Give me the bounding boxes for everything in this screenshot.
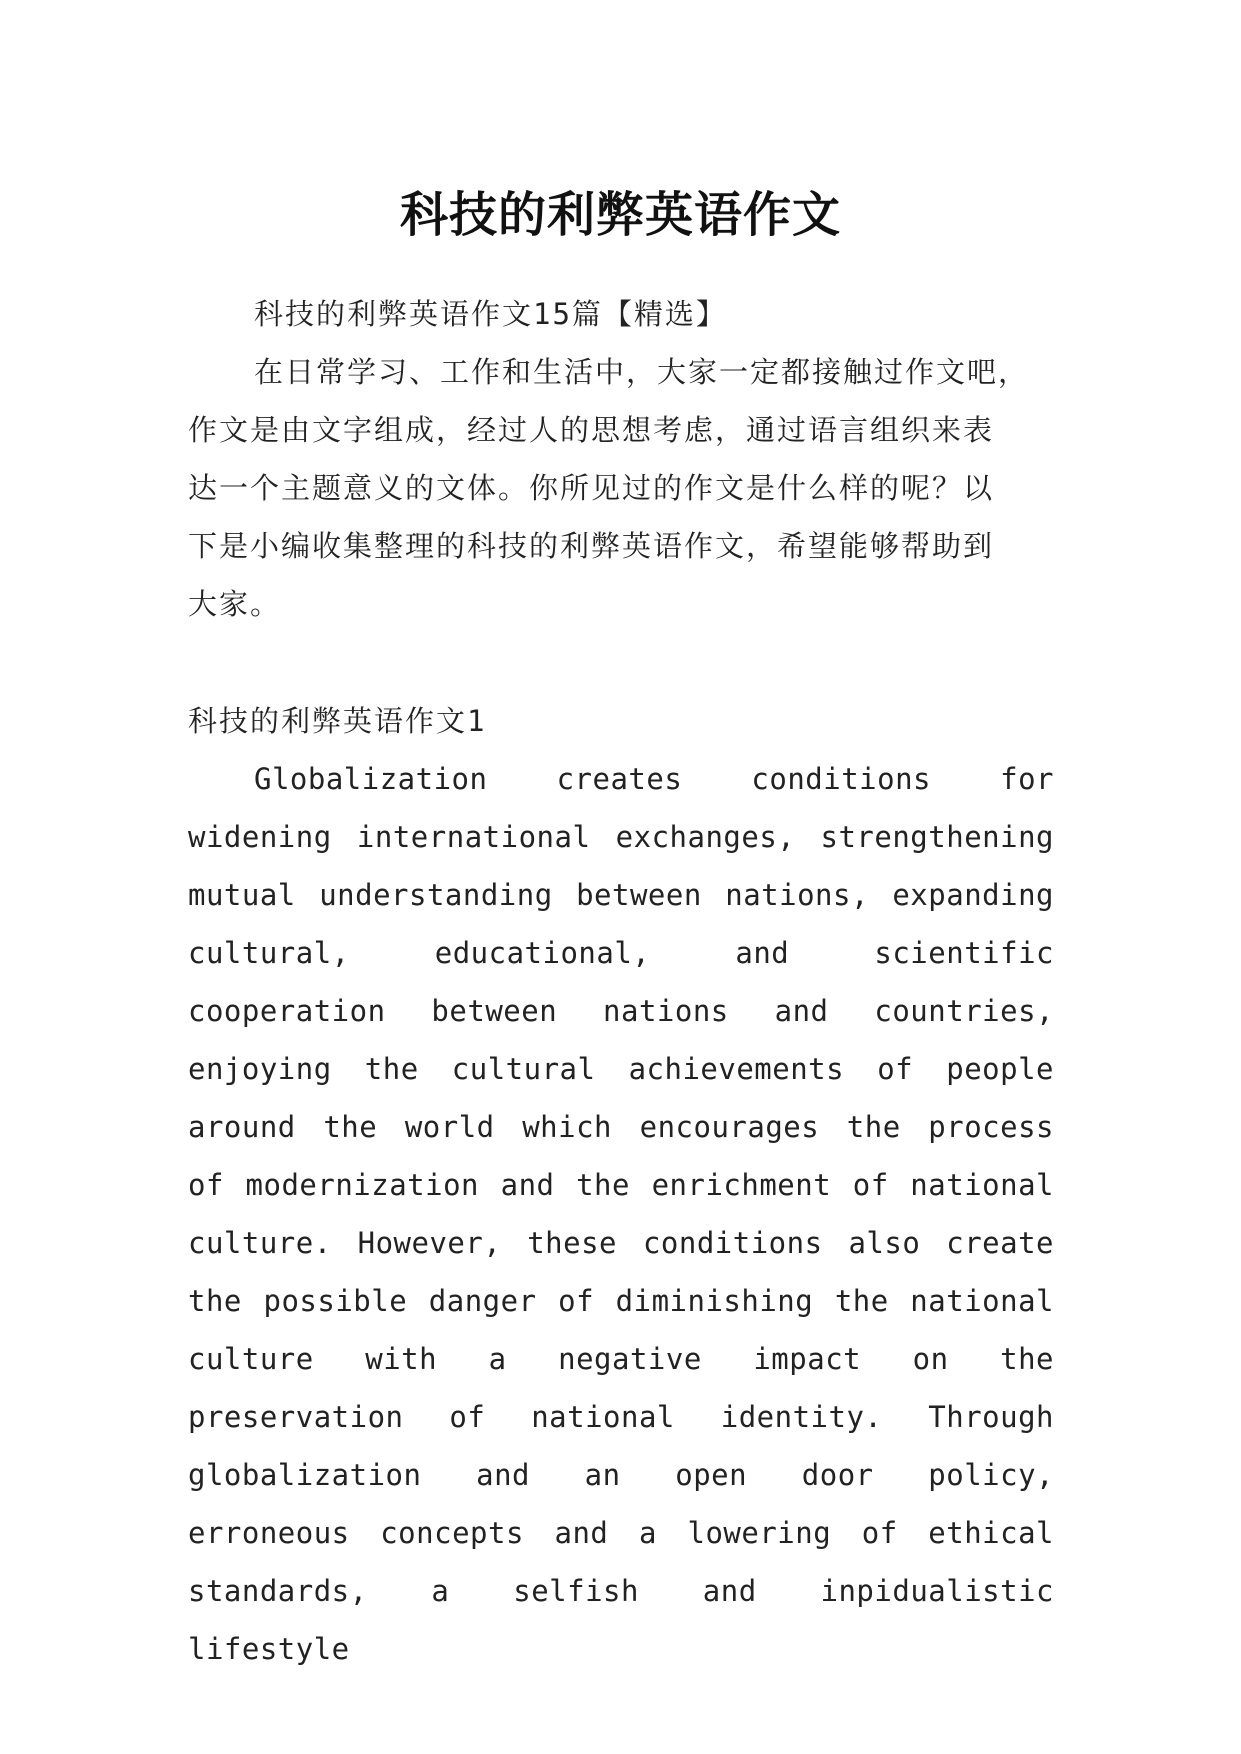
intro-line: 作文是由文字组成，经过人的思想考虑，通过语言组织来表 bbox=[188, 413, 995, 447]
document-title: 科技的利弊英语作文 bbox=[399, 187, 841, 244]
intro-block bbox=[188, 285, 1054, 633]
intro-line: 下是小编收集整理的科技的利弊英语作文，希望能够帮助到 bbox=[188, 529, 995, 563]
intro-line: 达一个主题意义的文体。你所见过的作文是什么样的呢？以 bbox=[188, 471, 995, 505]
essay-section bbox=[188, 692, 1054, 1678]
intro-line: 在日常学习、工作和生活中，大家一定都接触过作文吧， bbox=[254, 355, 1030, 389]
document-subtitle: 科技的利弊英语作文15篇【精选】 bbox=[254, 297, 727, 331]
essay-paragraph: Globalization creates conditions for widening international exchanges, strengthening mutual understanding between nations, expanding cultural, educational, and scientific cooperation between nations and countries, enjoying the cultural achievements of people around the world which encourages the process of modernization and the enrichment of national culture. However, these conditions also create the possible danger of diminishing the national culture with a negative impact on the preservation of national identity. Through globalization and an open door policy, erroneous concepts and a lowering of ethical standards, a selfish and inpidualistic lifestyle bbox=[188, 762, 1054, 1666]
intro-line: 大家。 bbox=[188, 587, 282, 621]
section-heading: 科技的利弊英语作文1 bbox=[188, 704, 487, 738]
